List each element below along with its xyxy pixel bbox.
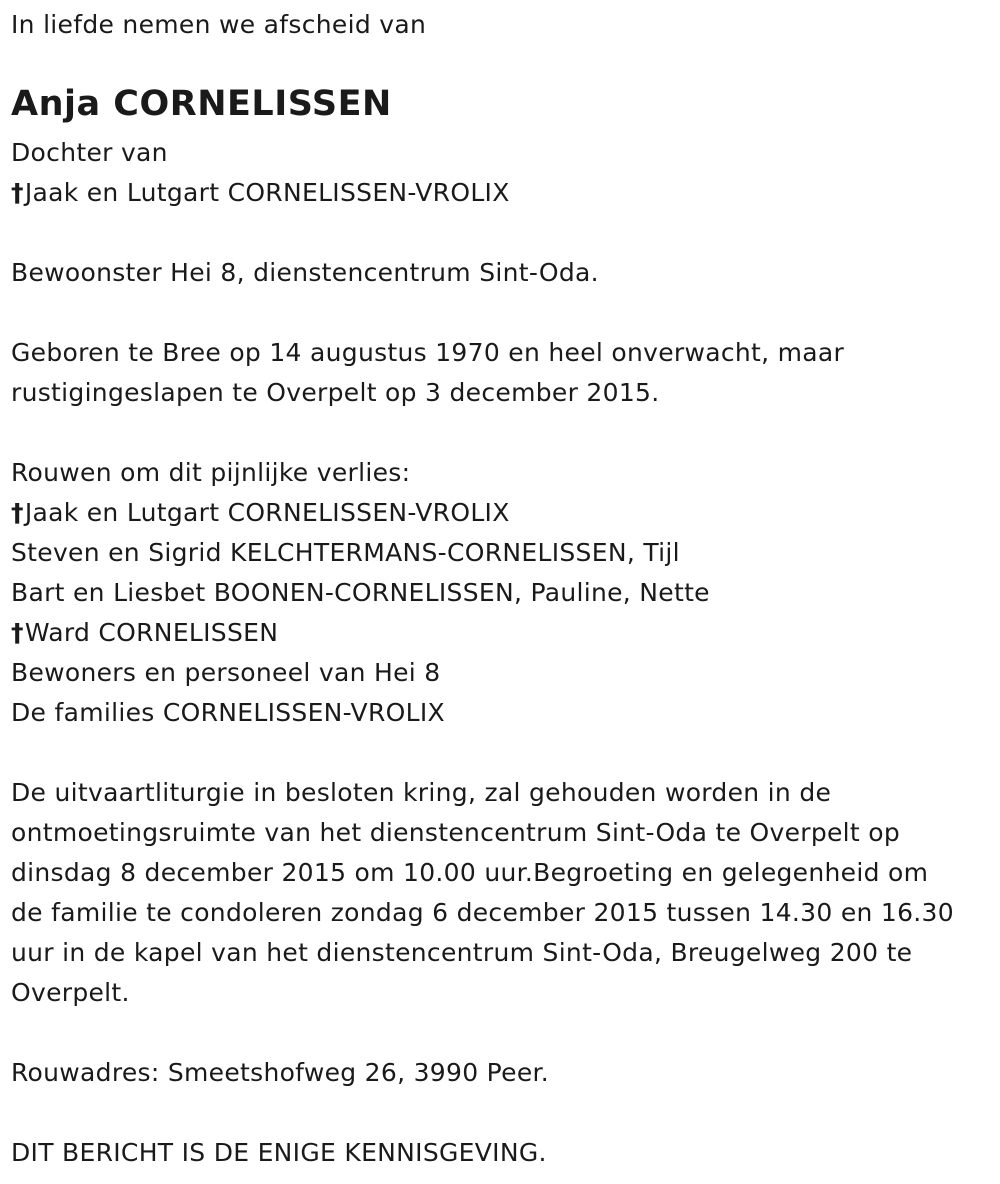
notice-text: DIT BERICHT IS DE ENIGE KENNISGEVING. (11, 1138, 547, 1167)
birth-line-2: rustigingeslapen te Overpelt op 3 december 2015. (11, 378, 660, 407)
funeral-line-2: ontmoetingsruimte van het dienstencentrum Sint-Oda te Overpelt op (11, 818, 901, 847)
parents-names: Jaak en Lutgart CORNELISSEN-VROLIX (24, 178, 510, 207)
mourner-item (11, 618, 278, 648)
mourning-address: Rouwadres: Smeetshofweg 26, 3990 Peer. (11, 1058, 550, 1087)
mourner-item (11, 498, 510, 528)
funeral-line-6: Overpelt. (11, 978, 130, 1007)
funeral-line-1: De uitvaartliturgie in besloten kring, zal gehouden worden in de (11, 778, 832, 807)
mourner-item: Bart en Liesbet BOONEN-CORNELISSEN, Pauline, Nette (11, 578, 710, 607)
residence-text: Bewoonster Hei 8, dienstencentrum Sint-Oda. (11, 258, 599, 287)
mourner-item: Steven en Sigrid KELCHTERMANS-CORNELISSEN, Tijl (11, 538, 680, 567)
mourner-item: De families CORNELISSEN-VROLIX (11, 698, 445, 727)
deceased-name: Anja CORNELISSEN (11, 84, 392, 124)
cross-icon: † (11, 178, 24, 207)
funeral-line-5: uur in de kapel van het dienstencentrum Sint-Oda, Breugelweg 200 te (11, 938, 913, 967)
mourner-name: Jaak en Lutgart CORNELISSEN-VROLIX (24, 498, 510, 527)
funeral-line-3: dinsdag 8 december 2015 om 10.00 uur.Begroeting en gelegenheid om (11, 858, 929, 887)
birth-line-1: Geboren te Bree op 14 augustus 1970 en heel onverwacht, maar (11, 338, 845, 367)
intro-text: In liefde nemen we afscheid van (11, 10, 427, 39)
daughter-of-label: Dochter van (11, 138, 168, 167)
mourner-item: Bewoners en personeel van Hei 8 (11, 658, 441, 687)
mourners-label: Rouwen om dit pijnlijke verlies: (11, 458, 411, 487)
cross-icon: † (11, 498, 24, 527)
mourner-name: Ward CORNELISSEN (24, 618, 279, 647)
parents-line (11, 178, 510, 208)
funeral-line-4: de familie te condoleren zondag 6 december 2015 tussen 14.30 en 16.30 (11, 898, 954, 927)
cross-icon: † (11, 618, 24, 647)
